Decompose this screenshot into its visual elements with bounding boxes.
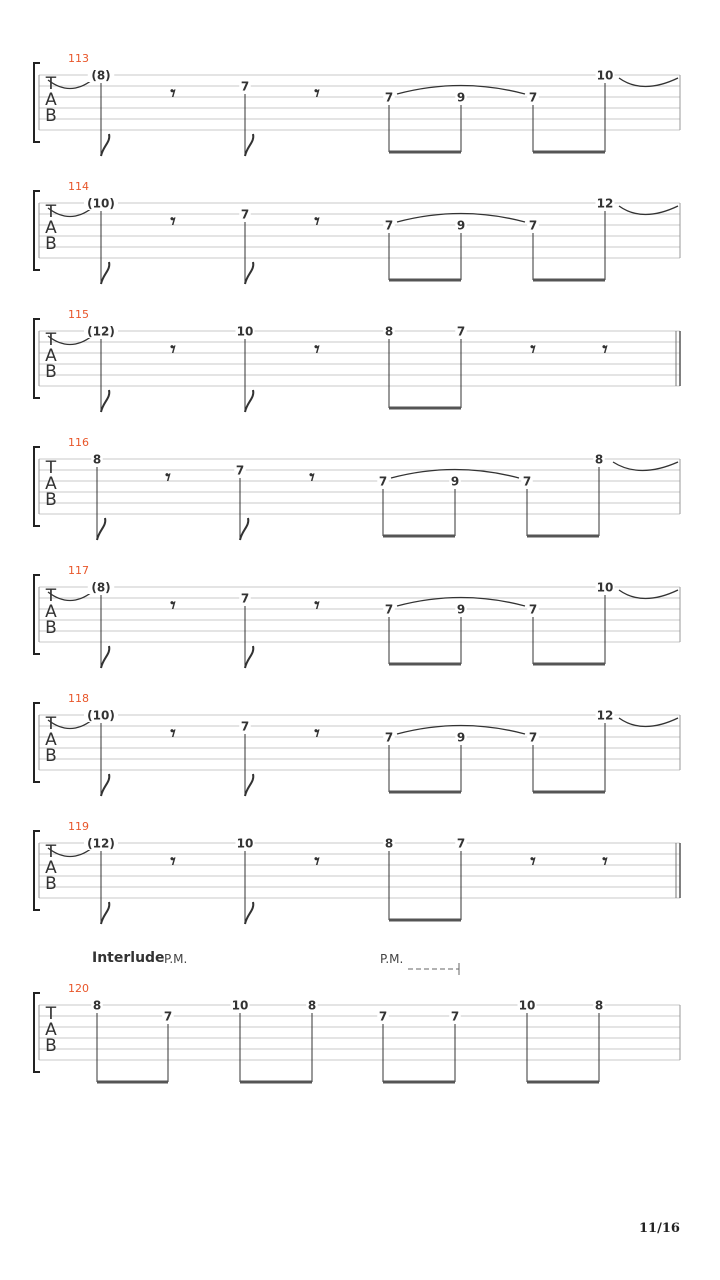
eighth-rest: 𝄾 [170,81,176,105]
fret-number: 8 [594,452,604,467]
tab-clef-letter: B [45,490,57,510]
fret-number: 7 [384,90,394,105]
eighth-flag [245,774,253,796]
eighth-flag [97,518,105,540]
eighth-flag [101,134,109,156]
fret-number: 10 [518,998,536,1013]
fret-number: 7 [384,602,394,617]
tab-clef-letter: T [45,586,57,606]
eighth-rest: 𝄾 [314,849,320,873]
fret-number: (10) [87,196,115,211]
fret-number: 7 [528,730,538,745]
fret-number: 9 [456,602,466,617]
tab-clef-letter: T [45,330,57,350]
eighth-rest: 𝄾 [314,209,320,233]
eighth-flag [101,262,109,284]
fret-number: 10 [236,324,254,339]
tab-clef-letter: B [45,106,57,126]
fret-number: 9 [456,730,466,745]
eighth-flag [101,390,109,412]
fret-number: 8 [92,998,102,1013]
fret-number: (12) [87,324,115,339]
tab-clef-letter: B [45,874,57,894]
tab-clef-letter: T [45,842,57,862]
fret-number: 7 [528,90,538,105]
eighth-flag [245,390,253,412]
tab-clef-letter: A [45,1020,57,1040]
fret-number: 8 [307,998,317,1013]
fret-number: 7 [456,324,466,339]
page-number: 11/16 [639,1221,680,1236]
eighth-rest: 𝄾 [602,337,608,361]
eighth-flag [101,902,109,924]
tab-clef-letter: A [45,474,57,494]
tab-clef-letter: T [45,74,57,94]
tab-clef-letter: A [45,858,57,878]
fret-number: 12 [596,708,614,723]
tab-clef-letter: B [45,746,57,766]
eighth-rest: 𝄾 [530,337,536,361]
fret-number: 7 [528,218,538,233]
eighth-rest: 𝄾 [314,593,320,617]
eighth-rest: 𝄾 [314,337,320,361]
fret-number: 7 [456,836,466,851]
eighth-rest: 𝄾 [530,849,536,873]
eighth-flag [101,646,109,668]
tab-clef-letter: B [45,618,57,638]
fret-number: 7 [240,79,250,94]
palm-mute-extension-line [404,960,464,976]
outgoing-tie [619,718,678,727]
palm-mute-label-2: P.M. [380,952,404,966]
eighth-flag [240,518,248,540]
fret-number: (12) [87,836,115,851]
palm-mute-label-1: P.M. [164,952,188,966]
eighth-rest: 𝄾 [170,721,176,745]
outgoing-tie [619,78,678,87]
bar-number: 117 [68,564,89,577]
eighth-rest: 𝄾 [309,465,315,489]
fret-number: 7 [240,719,250,734]
tab-clef-letter: A [45,730,57,750]
eighth-flag [101,774,109,796]
tab-clef-letter: A [45,90,57,110]
tab-clef-letter: A [45,346,57,366]
tab-clef-letter: T [45,714,57,734]
fret-number: (8) [91,68,111,83]
fret-number: 7 [240,207,250,222]
outgoing-tie [619,206,678,215]
eighth-rest: 𝄾 [170,849,176,873]
bar-number: 116 [68,436,89,449]
fret-number: 7 [378,1009,388,1024]
eighth-rest: 𝄾 [170,209,176,233]
fret-number: 7 [378,474,388,489]
fret-number: 9 [456,90,466,105]
fret-number: 9 [456,218,466,233]
outgoing-tie [619,590,678,599]
fret-number: 7 [384,218,394,233]
tab-clef-letter: B [45,234,57,254]
tab-clef-letter: A [45,218,57,238]
eighth-flag [245,262,253,284]
bar-number: 114 [68,180,89,193]
eighth-rest: 𝄾 [314,721,320,745]
fret-number: 10 [236,836,254,851]
fret-number: 8 [384,324,394,339]
fret-number: (10) [87,708,115,723]
fret-number: 12 [596,196,614,211]
tab-clef-letter: A [45,602,57,622]
tab-clef-letter: B [45,362,57,382]
eighth-rest: 𝄾 [170,337,176,361]
tab-clef-letter: T [45,202,57,222]
fret-number: 7 [522,474,532,489]
fret-number: 8 [384,836,394,851]
bar-number: 119 [68,820,89,833]
fret-number: 7 [528,602,538,617]
eighth-rest: 𝄾 [165,465,171,489]
fret-number: 8 [594,998,604,1013]
fret-number: 8 [92,452,102,467]
fret-number: 7 [450,1009,460,1024]
eighth-flag [245,646,253,668]
fret-number: 10 [231,998,249,1013]
fret-number: 7 [240,591,250,606]
fret-number: 10 [596,68,614,83]
tab-clef-letter: B [45,1036,57,1056]
eighth-rest: 𝄾 [314,81,320,105]
eighth-rest: 𝄾 [602,849,608,873]
fret-number: 7 [384,730,394,745]
outgoing-tie [613,462,678,471]
eighth-rest: 𝄾 [170,593,176,617]
fret-number: 9 [450,474,460,489]
eighth-flag [245,134,253,156]
fret-number: 10 [596,580,614,595]
eighth-flag [245,902,253,924]
tab-clef-letter: T [45,1004,57,1024]
bar-number: 115 [68,308,89,321]
bar-number: 120 [68,982,89,995]
bar-number: 113 [68,52,89,65]
fret-number: 7 [235,463,245,478]
fret-number: 7 [163,1009,173,1024]
fret-number: (8) [91,580,111,595]
tab-clef-letter: T [45,458,57,478]
bar-number: 118 [68,692,89,705]
interlude-label: Interlude [92,950,165,966]
